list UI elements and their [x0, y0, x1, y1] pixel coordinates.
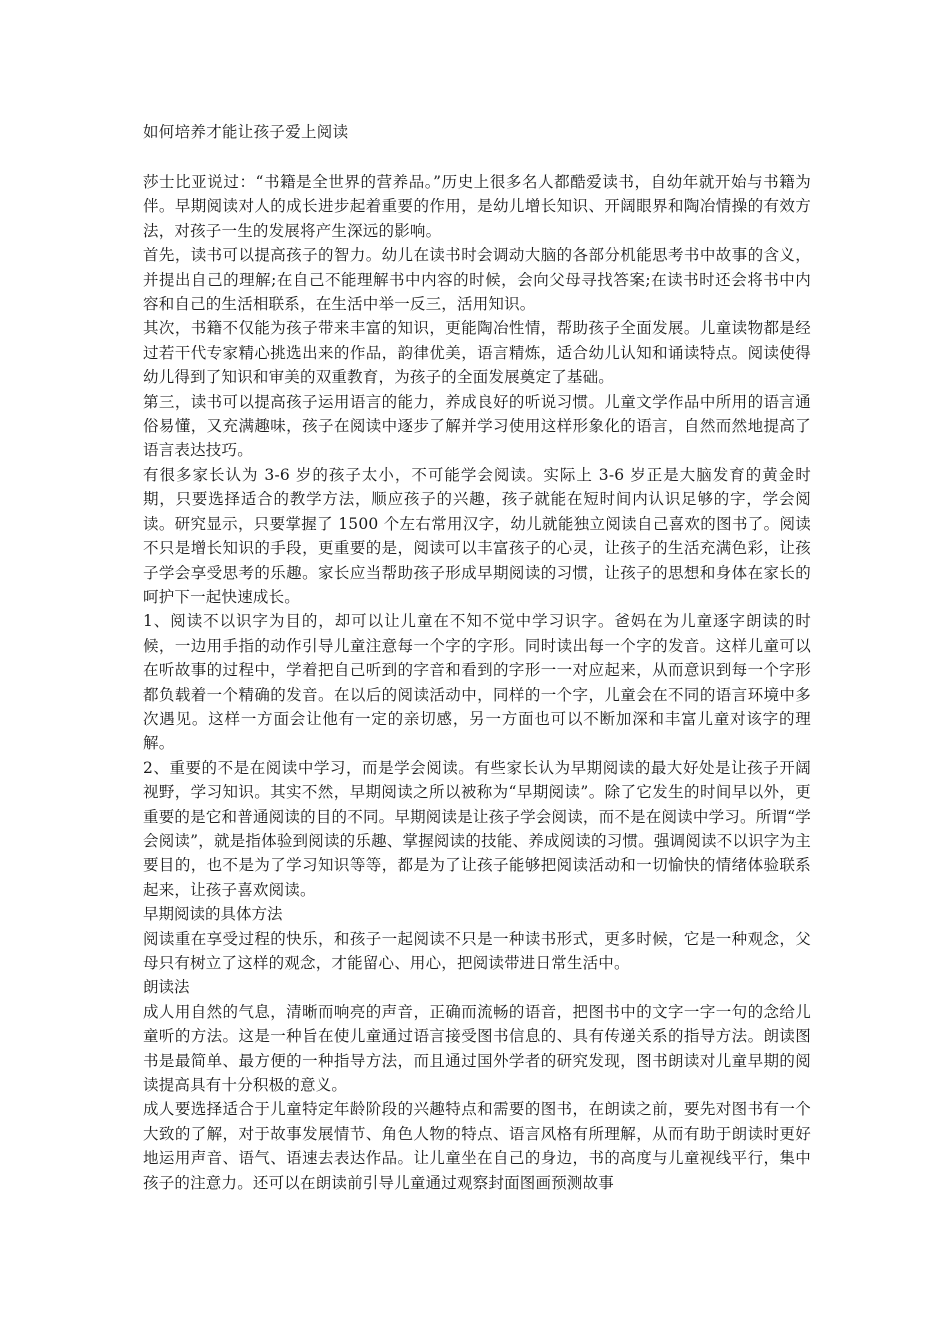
- body-paragraph: 首先，读书可以提高孩子的智力。幼儿在读书时会调动大脑的各部分机能思考书中故事的含义，并提出自己的理解;在自己不能理解书中内容的时候，会向父母寻找答案;在读书时还会将书中内容和自己的生活相联系，在生活中举一反三，活用知识。: [143, 246, 811, 314]
- body-paragraph: 莎士比亚说过：“书籍是全世界的营养品。”历史上很多名人都酷爱读书，自幼年就开始与书籍为伴。早期阅读对人的成长进步起着重要的作用，是幼儿增长知识、开阔眼界和陶冶情操的有效方法，对孩子一生的发展将产生深远的影响。: [143, 173, 811, 240]
- document-page: [143, 120, 811, 1195]
- body-paragraph: 成人要选择适合于儿童特定年龄阶段的兴趣特点和需要的图书，在朗读之前，要先对图书有一个大致的了解，对于故事发展情节、角色人物的特点、语言风格有所理解，从而有助于朗读时更好地运用声音、语气、语速去表达作品。让儿童坐在自己的身边，书的高度与儿童视线平行，集中孩子的注意力。还可以在朗读前引导儿童通过观察封面图画预测故事: [143, 1100, 811, 1192]
- body-paragraph: 2、重要的不是在阅读中学习，而是学会阅读。有些家长认为早期阅读的最大好处是让孩子开阔视野，学习知识。其实不然，早期阅读之所以被称为“早期阅读”。除了它发生的时间早以外，更重要的是它和普通阅读的目的不同。早期阅读是让孩子学会阅读，而不是在阅读中学习。所谓“学会阅读”，就是指体验到阅读的乐趣、掌握阅读的技能、养成阅读的习惯。强调阅读不以识字为主要目的，也不是为了学习知识等等，都是为了让孩子能够把阅读活动和一切愉快的情绪体验联系起来，让孩子喜欢阅读。: [143, 758, 811, 899]
- body-paragraph: 阅读重在享受过程的快乐，和孩子一起阅读不只是一种读书形式，更多时候，它是一种观念，父母只有树立了这样的观念，才能留心、用心，把阅读带进日常生活中。: [143, 929, 811, 972]
- body-paragraph: 有很多家长认为 3-6 岁的孩子太小，不可能学会阅读。实际上 3-6 岁正是大脑发育的黄金时期，只要选择适合的教学方法，顺应孩子的兴趣，孩子就能在短时间内认识足够的字，学会阅读。研究显示，只要掌握了 1500 个左右常用汉字，幼儿就能独立阅读自己喜欢的图书了。阅读不只是增长知识的手段，更重要的是，阅读可以丰富孩子的心灵，让孩子的生活充满色彩，让孩子学会享受思考的乐趣。家长应当帮助孩子形成早期阅读的习惯，让孩子的思想和身体在家长的呵护下一起快速成长。: [143, 465, 811, 606]
- body-paragraph: 其次，书籍不仅能为孩子带来丰富的知识，更能陶冶性情，帮助孩子全面发展。儿童读物都是经过若干代专家精心挑选出来的作品，韵律优美，语言精炼，适合幼儿认知和诵读特点。阅读使得幼儿得到了知识和审美的双重教育，为孩子的全面发展奠定了基础。: [143, 319, 811, 387]
- section-heading: 早期阅读的具体方法: [143, 905, 283, 924]
- body-paragraph: 成人用自然的气息，清晰而响亮的声音，正确而流畅的语音，把图书中的文字一字一句的念给儿童听的方法。这是一种旨在使儿童通过语言接受图书信息的、具有传递关系的指导方法。朗读图书是最简单、最方便的一种指导方法，而且通过国外学者的研究发现，图书朗读对儿童早期的阅读提高具有十分积极的意义。: [143, 1002, 811, 1095]
- document-body: [143, 170, 811, 1195]
- section-heading: 朗读法: [143, 978, 190, 997]
- document-title: 如何培养才能让孩子爱上阅读: [143, 123, 349, 141]
- body-paragraph: 第三，读书可以提高孩子运用语言的能力，养成良好的听说习惯。儿童文学作品中所用的语言通俗易懂，又充满趣味，孩子在阅读中逐步了解并学习使用这样形象化的语言，自然而然地提高了语言表达技巧。: [143, 392, 811, 460]
- body-paragraph: 1、阅读不以识字为目的，却可以让儿童在不知不觉中学习识字。爸妈在为儿童逐字朗读的时候，一边用手指的动作引导儿童注意每一个字的字形。同时读出每一个字的发音。这样儿童可以在听故事的过程中，学着把自己听到的字音和看到的字形一一对应起来，从而意识到每一个字形都负载着一个精确的发音。在以后的阅读活动中，同样的一个字，儿童会在不同的语言环境中多次遇见。这样一方面会让他有一定的亲切感，另一方面也可以不断加深和丰富儿童对该字的理解。: [143, 612, 811, 753]
